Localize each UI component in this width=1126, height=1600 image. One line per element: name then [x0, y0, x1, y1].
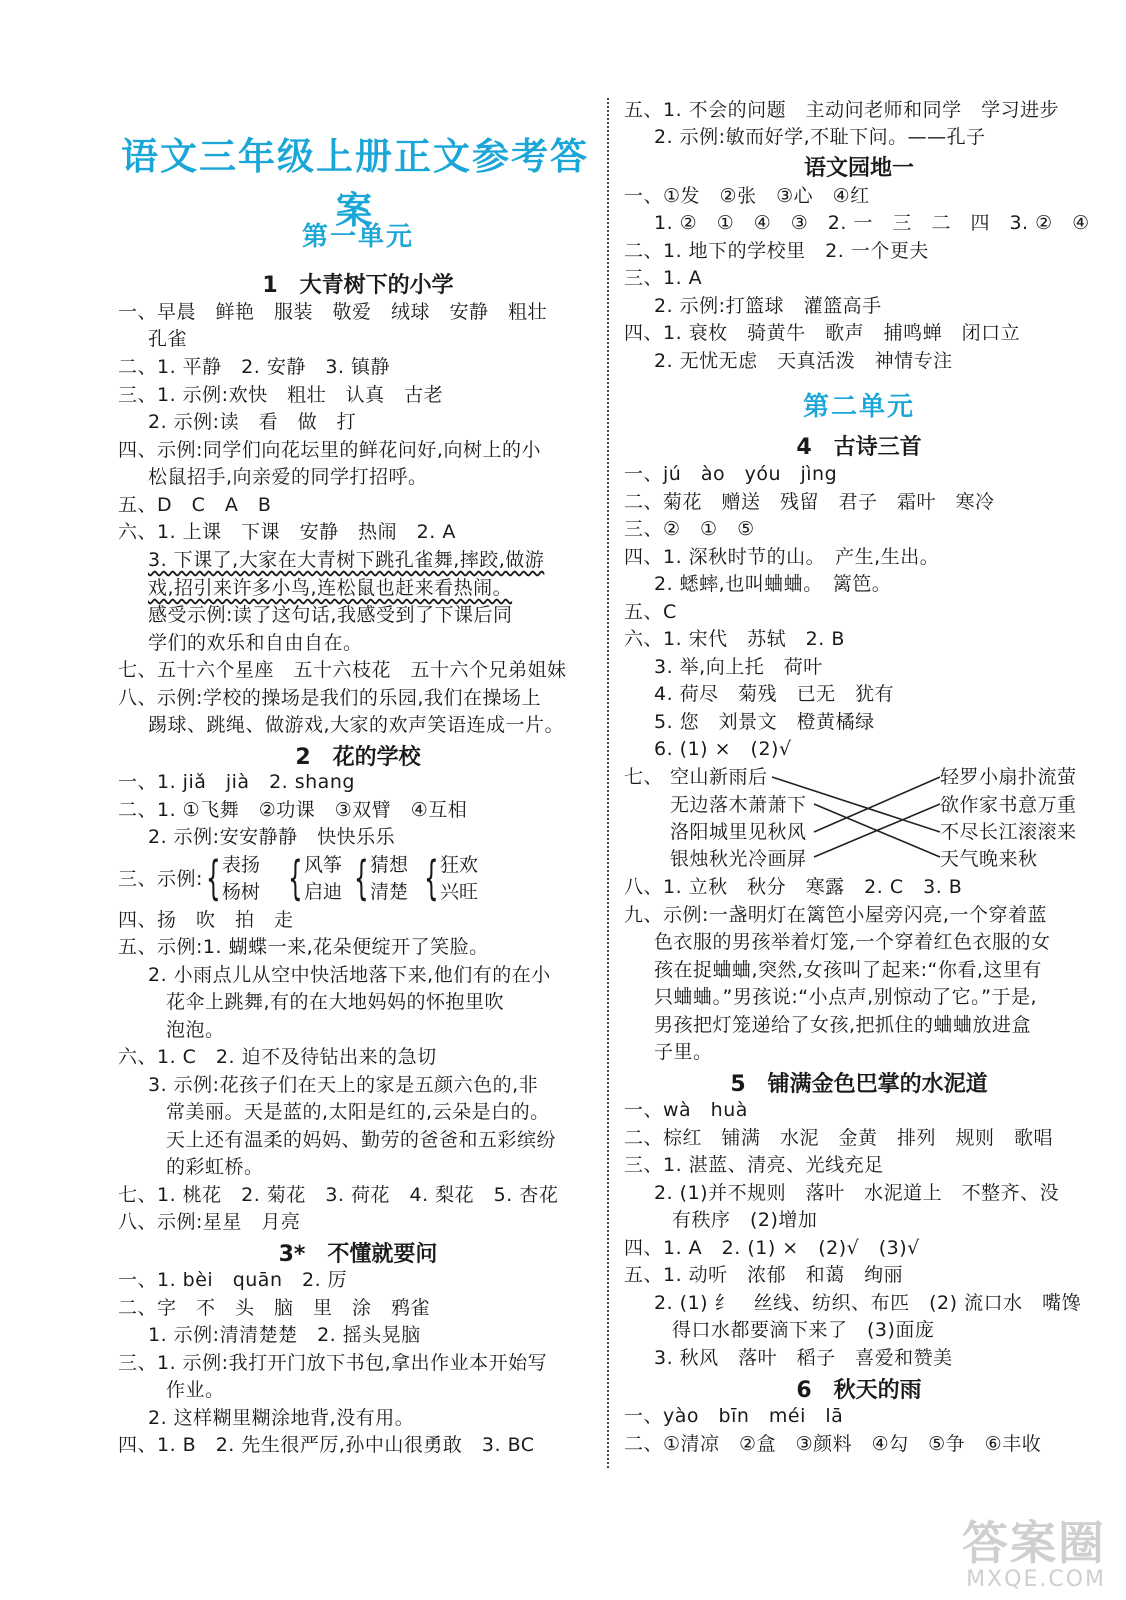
page-title: 语文三年级上册正文参考答案 — [121, 134, 589, 232]
answer-line: 2. 示例:打篮球 灌篮高手 — [654, 295, 882, 317]
answer-line: 一、1. bèi quān 2. 厉 — [118, 1269, 348, 1291]
answer-line: 四、1. 衰枚 骑黄牛 歌声 捕鸣蝉 闭口立 — [624, 322, 1021, 344]
lesson-title-2: 2 花的学校 — [295, 745, 421, 770]
answer-line: 三、② ① ⑤ — [624, 518, 755, 540]
answer-line: 有秩序 (2)增加 — [672, 1209, 818, 1231]
answer-line: 八、1. 立秋 秋分 寒露 2. C 3. B — [624, 876, 963, 898]
lesson-title-3: 3* 不懂就要问 — [278, 1242, 438, 1267]
unit-heading-2: 第二单元 — [802, 392, 915, 422]
poem-line-left: 空山新雨后 — [670, 766, 768, 788]
lesson-title-1: 1 大青树下的小学 — [262, 273, 454, 298]
watermark-text: 答案圈 — [962, 1516, 1106, 1570]
answer-line: 的彩虹桥。 — [166, 1156, 264, 1178]
answer-line: 常美丽。天是蓝的,太阳是红的,云朵是白的。 — [166, 1101, 550, 1123]
answer-line: 学们的欢乐和自由自在。 — [148, 632, 363, 654]
answer-line: 一、wà huà — [624, 1099, 748, 1121]
answer-line: 得口水都要滴下来了 (3)面庞 — [672, 1319, 935, 1341]
poem-line-right: 欲作家书意万重 — [940, 794, 1077, 816]
answer-line: 八、示例:星星 月亮 — [118, 1211, 301, 1233]
answer-line: 二、棕红 铺满 水泥 金黄 排列 规则 歌唱 — [624, 1127, 1054, 1149]
answer-line: 松鼠招手,向亲爱的同学打招呼。 — [148, 466, 428, 488]
answer-line: 5. 您 刘景文 橙黄橘绿 — [654, 711, 875, 733]
answer-line: 四、1. A 2. (1) × (2)√ (3)√ — [624, 1237, 920, 1259]
answer-line: 七、1. 桃花 2. 菊花 3. 荷花 4. 梨花 5. 杏花 — [118, 1184, 559, 1206]
answer-line: 六、1. 上课 下课 安静 热闹 2. A — [118, 521, 456, 543]
answer-line: 2. 示例:读 看 做 打 — [148, 411, 357, 433]
answer-line: 三、1. 示例:欢快 粗壮 认真 古老 — [118, 384, 444, 406]
answer-line: 六、1. 宋代 苏轼 2. B — [624, 628, 845, 650]
answer-line: 七、 — [624, 766, 664, 788]
answer-line: 2. (1)并不规则 落叶 水泥道上 不整齐、没 — [654, 1182, 1060, 1204]
answer-line: 一、yào bīn méi lā — [624, 1405, 844, 1427]
answer-line: 3. 举,向上托 荷叶 — [654, 656, 823, 678]
answer-line: 2. 这样糊里糊涂地背,没有用。 — [148, 1407, 415, 1429]
answer-line: 2. 示例:敏而好学,不耻下问。——孔子 — [654, 126, 986, 148]
answer-line: 3. 秋风 落叶 稻子 喜爱和赞美 — [654, 1347, 953, 1369]
answer-line: 六、1. C 2. 迫不及待钻出来的急切 — [118, 1046, 437, 1068]
answer-line: 泡泡。 — [166, 1019, 225, 1041]
answer-line: 四、示例:同学们向花坛里的鲜花问好,向树上的小 — [118, 439, 541, 461]
answer-line: 色衣服的男孩举着灯笼,一个穿着红色衣服的女 — [654, 931, 1051, 953]
answer-line: 三、1. 示例:我打开门放下书包,拿出作业本开始写 — [118, 1352, 548, 1374]
answer-line: 一、早晨 鲜艳 服装 敬爱 绒球 安静 粗壮 — [118, 301, 548, 323]
answer-line: 四、1. B 2. 先生很严厉,孙中山很勇敢 3. BC — [118, 1434, 535, 1456]
answer-line: 一、jú ào yóu jìng — [624, 463, 838, 485]
column-divider — [607, 98, 609, 1468]
lesson-title-5: 5 铺满金色巴掌的水泥道 — [730, 1072, 988, 1097]
answer-line: 四、1. 深秋时节的山。 产生,生出。 — [624, 546, 940, 568]
answer-line: 6. (1) × (2)√ — [654, 738, 792, 760]
answer-line: 孩在捉蛐蛐,突然,女孩叫了起来:“你看,这里有 — [654, 959, 1042, 981]
answer-line: 男孩把灯笼递给了女孩,把抓住的蛐蛐放进盒 — [654, 1014, 1032, 1036]
answer-line: 九、示例:一盏明灯在篱笆小屋旁闪亮,一个穿着蓝 — [624, 904, 1047, 926]
underlined-sentence: 戏,招引来许多小鸟,连松鼠也赶来看热闹。 — [148, 577, 513, 599]
lesson-title-4: 4 古诗三首 — [796, 435, 922, 460]
answer-line: 二、1. 平静 2. 安静 3. 镇静 — [118, 356, 391, 378]
answer-line: 二、菊花 赠送 残留 君子 霜叶 寒冷 — [624, 491, 995, 513]
answer-line: 二、1. ①飞舞 ②功课 ③双臂 ④互相 — [118, 799, 468, 821]
answer-line: 踢球、跳绳、做游戏,大家的欢声笑语连成一片。 — [148, 714, 565, 736]
answer-line: 一、①发 ②张 ③心 ④红 — [624, 185, 870, 207]
answer-line: 五、D C A B — [118, 494, 272, 516]
answer-line: 2. (1) 纟 丝线、纺织、布匹 (2) 流口水 嘴馋 — [654, 1292, 1082, 1314]
answer-line: 2. 小雨点儿从空中快活地落下来,他们有的在小 — [148, 964, 551, 986]
poem-line-left: 洛阳城里见秋风 — [670, 821, 807, 843]
unit-heading-1: 第一单元 — [301, 222, 414, 252]
answer-line: 三、示例: — [118, 868, 203, 890]
answer-line: 花伞上跳舞,有的在大地妈妈的怀抱里吹 — [166, 991, 505, 1013]
watermark-logo — [962, 1507, 1106, 1592]
underlined-sentence: 3. 下课了,大家在大青树下跳孔雀舞,摔跤,做游 — [148, 549, 545, 571]
answer-line: 2. 蟋蟀,也叫蛐蛐。 篱笆。 — [654, 573, 892, 595]
answer-line: 五、1. 动听 浓郁 和蔼 绚丽 — [624, 1264, 904, 1286]
answer-line: 2. 无忧无虑 天真活泼 神情专注 — [654, 350, 953, 372]
answer-line: 1. ② ① ④ ③ 2. 一 三 二 四 3. ② ④ — [654, 212, 1090, 234]
poem-line-left: 无边落木萧萧下 — [670, 794, 807, 816]
poem-line-right: 不尽长江滚滚来 — [940, 821, 1077, 843]
answer-line: 三、1. A — [624, 267, 703, 289]
answer-line: 2. 示例:安安静静 快快乐乐 — [148, 826, 396, 848]
answer-line: 四、扬 吹 拍 走 — [118, 909, 294, 931]
lesson-title-6: 6 秋天的雨 — [796, 1378, 922, 1403]
answer-line: 三、1. 湛蓝、清亮、光线充足 — [624, 1154, 884, 1176]
answer-line: 天上还有温柔的妈妈、勤劳的爸爸和五彩缤纷 — [166, 1129, 557, 1151]
answer-line: 孔雀 — [148, 328, 188, 350]
answer-line: 五、C — [624, 601, 677, 623]
answer-line: 1. 示例:清清楚楚 2. 摇头晃脑 — [148, 1324, 421, 1346]
answer-line: 七、五十六个星座 五十六枝花 五十六个兄弟姐妹 — [118, 659, 567, 681]
poem-line-right: 轻罗小扇扑流萤 — [940, 766, 1077, 788]
answer-line: 4. 荷尽 菊残 已无 犹有 — [654, 683, 895, 705]
answer-line: 八、示例:学校的操场是我们的乐园,我们在操场上 — [118, 687, 541, 709]
watermark-url: MXQE.COM — [966, 1567, 1106, 1592]
answer-line: 感受示例:读了这句话,我感受到了下课后同 — [148, 604, 513, 626]
answer-line: 五、1. 不会的问题 主动问老师和同学 学习进步 — [624, 99, 1060, 121]
answer-line: 作业。 — [166, 1379, 225, 1401]
answer-line: 只蛐蛐。”男孩说:“小点声,别惊动了它。”于是, — [654, 986, 1038, 1008]
section-title-yuanwen: 语文园地一 — [803, 156, 914, 181]
answer-line: 二、1. 地下的学校里 2. 一个更夫 — [624, 240, 929, 262]
poem-matching — [624, 760, 1094, 876]
answer-line: 3. 示例:花孩子们在天上的家是五颜六色的,非 — [148, 1074, 539, 1096]
answer-line: 二、字 不 头 脑 里 涂 鸦雀 — [118, 1297, 431, 1319]
answer-line: 一、1. jiǎ jià 2. shang — [118, 771, 355, 793]
poem-line-right: 天气晚来秋 — [940, 848, 1038, 870]
poem-line-left: 银烛秋光冷画屏 — [670, 848, 807, 870]
answer-line: 二、①清凉 ②盒 ③颜料 ④勾 ⑤争 ⑥丰收 — [624, 1433, 1042, 1455]
answer-line: 子里。 — [654, 1041, 713, 1063]
answer-line: 五、示例:1. 蝴蝶一来,花朵便绽开了笑脸。 — [118, 936, 489, 958]
